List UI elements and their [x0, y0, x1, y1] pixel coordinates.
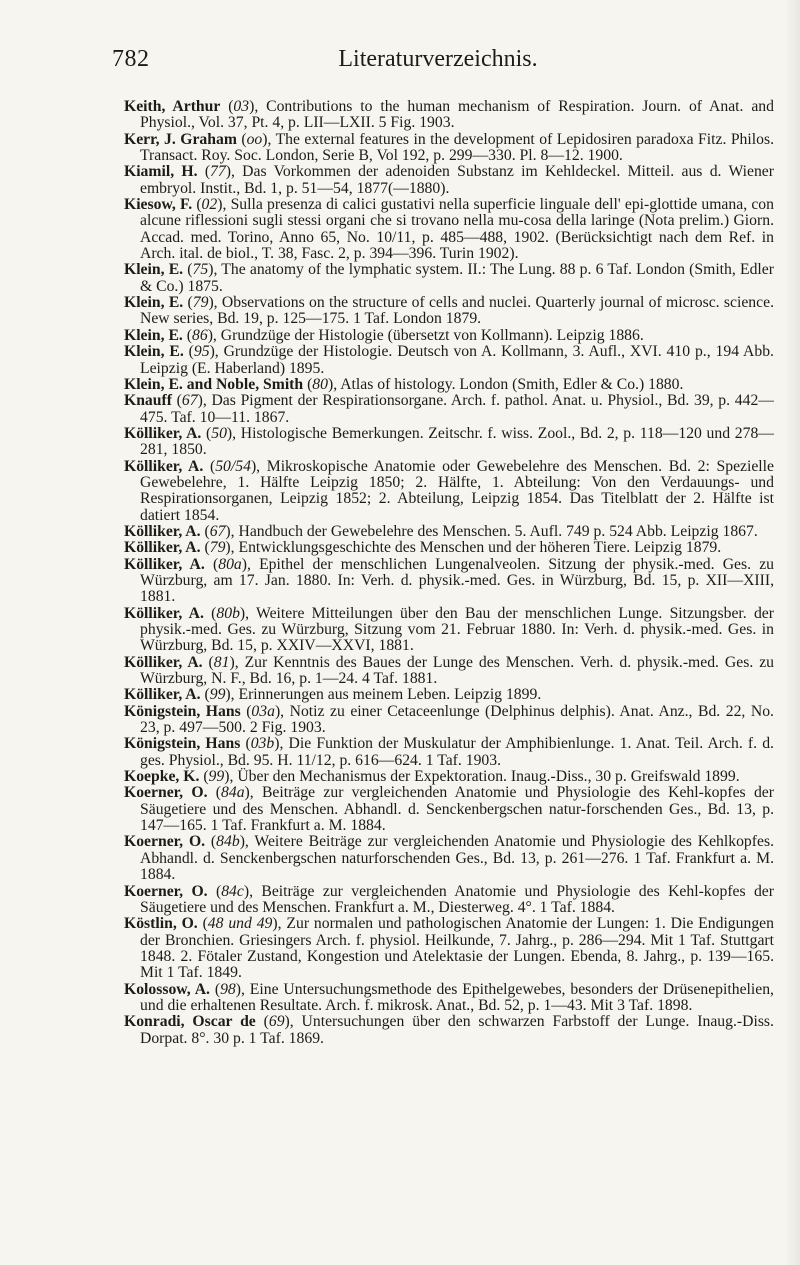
entry-reference-code: 98	[220, 980, 236, 998]
entry-reference-code: 50	[211, 424, 227, 442]
bibliography-entry: Kolossow, A. (98), Eine Untersuchungsmethode des Epithelgewebes, besonders der Drüsenepithelien, und die erhaltenen Resultate. Arch. f. mikrosk. Anat., Bd. 52, p. 1—43. Mit 3 Taf. 1898.	[124, 980, 774, 1014]
entry-author: Kölliker, A.	[124, 424, 202, 442]
entry-reference-code: 99	[208, 768, 225, 786]
entry-author: Kölliker, A.	[124, 604, 204, 622]
entry-author: Klein, E.	[124, 326, 183, 344]
entry-reference-code: 84c	[221, 882, 244, 900]
entry-author: Kiesow, F.	[124, 196, 193, 214]
entry-reference-code: 86	[192, 326, 208, 344]
bibliography-entry: Kölliker, A. (50/54), Mikroskopische Anatomie oder Gewebelehre des Menschen. Bd. 2: Spezielle Gewebelehre, 1. Hälfte Leipzig 1850; 2. Hälfte, 1. Abteilung: Von den Verdauungs- und Respirationsorganen, Leipzig 1852; 2. Abteilung, Leipzig 1854. Das Titelblatt der 2. Hälfte ist datiert 1854.	[124, 457, 774, 524]
entry-author: Kölliker, A.	[124, 457, 204, 475]
entry-text: Mikroskopische Anatomie oder Gewebelehre des Menschen. Bd. 2: Spezielle Gewebelehre, 1. Hälfte Leipzig 1850; 2. Hälfte, 1. Abteilung: Von den Verdauungs- und Respirationsorganen, Leipzig 1852; 2. Abteilung, Leipzig 1854. Das Titelblatt der 2. Hälfte ist datiert 1854.	[140, 457, 774, 524]
entry-reference-code: 02	[201, 196, 218, 214]
entry-author: Klein, E.	[124, 294, 184, 312]
entry-text: Erinnerungen aus meinem Leben. Leipzig 1899.	[238, 686, 542, 704]
entry-author: Kölliker, A.	[124, 522, 201, 540]
entry-text: Zur Kenntnis des Baues der Lunge des Menschen. Verh. d. physik.-med. Ges. zu Würzburg, N. F., Bd. 16, p. 1—24. 4 Taf. 1881.	[140, 653, 775, 688]
entry-author: Königstein, Hans	[124, 735, 241, 753]
entry-author: Knauff	[124, 392, 172, 410]
bibliography-entry: Königstein, Hans (03b), Die Funktion der Muskulatur der Amphibienlunge. 1. Anat. Teil. Arch. f. d. ges. Physiol., Bd. 95. H. 11/12, p. 616—624. 1 Taf. 1903.	[124, 735, 774, 769]
bibliography-entry: Kölliker, A. (81), Zur Kenntnis des Baues der Lunge des Menschen. Verh. d. physik.-med. Ges. zu Würzburg, N. F., Bd. 16, p. 1—24. 4 Taf. 1881.	[124, 653, 775, 688]
bibliography-entry: Klein, E. (75), The anatomy of the lymphatic system. II.: The Lung. 88 p. 6 Taf. London (Smith, Edler & Co.) 1875.	[124, 261, 774, 295]
entry-text: Notiz zu einer Cetaceenlunge (Delphinus delphis). Anat. Anz., Bd. 22, No. 23, p. 497—500. 2 Fig. 1903.	[140, 702, 774, 737]
entry-author: Koerner, O.	[124, 882, 208, 900]
entry-text: Sulla presenza di calici gustativi nella superficie linguale dell' epi-glottide umana, con alcune riflessioni sugli stessi organi che si trovano nella mu-cosa della laringe (Nota prelim.) Giorn. Accad. med. Torino, Anno 65, No. 10/11, p. 485—488, 1902. (Berücksichtigt nach dem Ref. in Arch. ital. de biol., T. 38, Fasc. 2, p. 394—396. Turin 1902).	[140, 196, 774, 263]
bibliography-entry: Koepke, K. (99), Über den Mechanismus der Expektoration. Inaug.-Diss., 30 p. Greifswald 1899.	[124, 768, 740, 786]
entry-reference-code: 67	[209, 522, 226, 540]
entry-text: Das Vorkommen der adenoiden Substanz im Kehldeckel. Mitteil. aus d. Wiener embryol. Instit., Bd. 1, p. 51—54, 1877(—1880).	[140, 163, 774, 197]
entry-author: Klein, E. and Noble, Smith	[124, 375, 304, 393]
entry-text: Die Funktion der Muskulatur der Amphibienlunge. 1. Anat. Teil. Arch. f. d. ges. Physiol., Bd. 95. H. 11/12, p. 616—624. 1 Taf. 1903.	[140, 735, 774, 769]
entry-text: Eine Untersuchungsmethode des Epithelgewebes, besonders der Drüsenepithelien, und die erhaltenen Resultate. Arch. f. mikrosk. Anat., Bd. 52, p. 1—43. Mit 3 Taf. 1898.	[140, 980, 774, 1014]
bibliography-entry: Klein, E. (95), Grundzüge der Histologie. Deutsch von A. Kollmann, 3. Aufl., XVI. 410 p., 194 Abb. Leipzig (E. Haberland) 1895.	[124, 343, 774, 377]
entry-text: Das Pigment der Respirationsorgane. Arch. f. pathol. Anat. u. Physiol., Bd. 39, p. 442—475. Taf. 10—11. 1867.	[140, 392, 774, 426]
bibliography-entry: Kölliker, A. (50), Histologische Bemerkungen. Zeitschr. f. wiss. Zool., Bd. 2, p. 118—120 und 278—281, 1850.	[124, 424, 774, 459]
entry-author: Klein, E.	[124, 261, 184, 279]
entry-author: Kolossow, A.	[124, 980, 210, 998]
page-header	[112, 46, 764, 80]
entry-text: Handbuch der Gewebelehre des Menschen. 5. Aufl. 749 p. 524 Abb. Leipzig 1867.	[238, 522, 758, 540]
bibliography-entry: Klein, E. (86), Grundzüge der Histologie (übersetzt von Kollmann). Leipzig 1886.	[124, 326, 644, 344]
entry-reference-code: 50/54	[215, 457, 251, 475]
entry-text: Atlas of histology. London (Smith, Edler & Co.) 1880.	[340, 375, 684, 393]
entry-reference-code: 79	[192, 294, 209, 312]
bibliography-entry: Kölliker, A. (80a), Epithel der menschlichen Lungenalveolen. Sitzung der physik.-med. Ges. zu Würzburg, am 17. Jan. 1880. In: Verh. d. physik.-med. Ges. in Würzburg, Bd. 15, p. XII—XIII, 1881.	[124, 555, 775, 606]
entry-author: Konradi, Oscar de	[124, 1013, 256, 1031]
bibliography-entry: Kiamil, H. (77), Das Vorkommen der adenoiden Substanz im Kehldeckel. Mitteil. aus d. Wiener embryol. Instit., Bd. 1, p. 51—54, 1877(—1880).	[124, 163, 774, 197]
bibliography-entry: Kölliker, A. (79), Entwicklungsgeschichte des Menschen und der höheren Tiere. Leipzig 1879.	[124, 539, 722, 557]
entry-reference-code: oo	[246, 130, 263, 148]
entry-author: Klein, E.	[124, 343, 184, 361]
entry-text: Histologische Bemerkungen. Zeitschr. f. wiss. Zool., Bd. 2, p. 118—120 und 278—281, 1850.	[140, 424, 774, 459]
entry-text: Epithel der menschlichen Lungenalveolen. Sitzung der physik.-med. Ges. zu Würzburg, am 17. Jan. 1880. In: Verh. d. physik.-med. Ges. in Würzburg, Bd. 15, p. XII—XIII, 1881.	[140, 555, 775, 606]
bibliography-entry: Kölliker, A. (99), Erinnerungen aus meinem Leben. Leipzig 1899.	[124, 686, 542, 704]
page-number: 782	[112, 46, 150, 72]
entry-reference-code: 69	[268, 1013, 285, 1031]
entry-text: Zur normalen und pathologischen Anatomie der Lungen: 1. Die Endigungen der Bronchien. Griesingers Arch. f. physiol. Heilkunde, 7. Jahrg., p. 286—294. Mit 1 Taf. Stuttgart 1848. 2. Fötaler Zustand, Kongestion und Atelektasie der Lungen. Ebenda, 8. Jahrg., p. 139—165. Mit 1 Taf. 1849.	[140, 915, 774, 982]
running-title: Literaturverzeichnis.	[338, 46, 538, 72]
entry-author: Kiamil, H.	[124, 163, 198, 181]
entry-author: Kölliker, A.	[124, 686, 201, 704]
bibliography-entry: Kölliker, A. (67), Handbuch der Gewebelehre des Menschen. 5. Aufl. 749 p. 524 Abb. Leipzig 1867.	[124, 522, 758, 540]
bibliography-entry: Köstlin, O. (48 und 49), Zur normalen und pathologischen Anatomie der Lungen: 1. Die Endigungen der Bronchien. Griesingers Arch. f. physiol. Heilkunde, 7. Jahrg., p. 286—294. Mit 1 Taf. Stuttgart 1848. 2. Fötaler Zustand, Kongestion und Atelektasie der Lungen. Ebenda, 8. Jahrg., p. 139—165. Mit 1 Taf. 1849.	[124, 915, 774, 982]
entry-author: Keith, Arthur	[124, 98, 221, 115]
entry-author: Kölliker, A.	[124, 653, 203, 671]
entry-author: Koerner, O.	[124, 784, 208, 802]
entry-reference-code: 95	[193, 343, 210, 361]
entry-text: Weitere Mitteilungen über den Bau der menschlichen Lunge. Sitzungsber. der physik.-med. Ges. zu Würzburg, Sitzung vom 21. Februar 1880. In: Verh. d. physik.-med. Ges. in Würzburg, Bd. 15, p. XXIV—XXVI, 1881.	[140, 604, 774, 655]
bibliography-entry: Konradi, Oscar de (69), Untersuchungen über den schwarzen Farbstoff der Lunge. Inaug.-Diss. Dorpat. 8°. 30 p. 1 Taf. 1869.	[124, 1013, 774, 1047]
entry-author: Kerr, J. Graham	[124, 130, 237, 148]
entry-text: Grundzüge der Histologie (übersetzt von Kollmann). Leipzig 1886.	[220, 326, 644, 344]
bibliography-entry: Koerner, O. (84a), Beiträge zur vergleichenden Anatomie und Physiologie des Kehl-kopfes der Säugetiere und des Menschen. Abhandl. d. Senckenbergschen natur-forschenden Ges., Bd. 13, p. 147—165. 1 Taf. Frankfurt a. M. 1884.	[124, 784, 774, 835]
entry-text: The external features in the development of Lepidosiren paradoxa Fitz. Philos. Transact. Roy. Soc. London, Serie B, Vol 192, p. 299—330. Pl. 8—12. 1900.	[140, 130, 774, 165]
entry-reference-code: 67	[181, 392, 198, 410]
bibliography-entry: Koerner, O. (84c), Beiträge zur vergleichenden Anatomie und Physiologie des Kehl-kopfes der Säugetiere und des Menschen. Frankfurt a. M., Diesterweg. 4°. 1 Taf. 1884.	[124, 882, 774, 916]
entry-author: Koerner, O.	[124, 833, 206, 851]
bibliography-entry: Klein, E. and Noble, Smith (80), Atlas of histology. London (Smith, Edler & Co.) 1880.	[124, 375, 684, 393]
entry-author: Königstein, Hans	[124, 702, 241, 720]
entry-reference-code: 79	[209, 539, 226, 557]
entry-reference-code: 03	[233, 98, 250, 115]
bibliography-entry: Klein, E. (79), Observations on the structure of cells and nuclei. Quarterly journal of microsc. science. New series, Bd. 19, p. 125—175. 1 Taf. London 1879.	[124, 294, 774, 328]
entry-reference-code: 03a	[251, 702, 275, 720]
entry-reference-code: 77	[210, 163, 226, 181]
entry-author: Koepke, K.	[124, 768, 200, 786]
entry-text: Beiträge zur vergleichenden Anatomie und Physiologie des Kehl-kopfes der Säugetiere und des Menschen. Frankfurt a. M., Diesterweg. 4°. 1 Taf. 1884.	[140, 882, 774, 916]
entry-reference-code: 84b	[216, 833, 240, 851]
bibliography-entry: Königstein, Hans (03a), Notiz zu einer Cetaceenlunge (Delphinus delphis). Anat. Anz., Bd. 22, No. 23, p. 497—500. 2 Fig. 1903.	[124, 702, 774, 737]
entry-author: Köstlin, O.	[124, 915, 198, 933]
bibliography-entry: Keith, Arthur (03), Contributions to the human mechanism of Respiration. Journ. of Anat. and Physiol., Vol. 37, Pt. 4, p. LII—LXII. 5 Fig. 1903.	[124, 98, 774, 132]
entry-text: Contributions to the human mechanism of Respiration. Journ. of Anat. and Physiol., Vol. 37, Pt. 4, p. LII—LXII. 5 Fig. 1903.	[140, 98, 774, 132]
entry-text: Untersuchungen über den schwarzen Farbstoff der Lunge. Inaug.-Diss. Dorpat. 8°. 30 p. 1 Taf. 1869.	[140, 1013, 774, 1047]
entry-reference-code: 99	[209, 686, 226, 704]
entry-text: Entwicklungsgeschichte des Menschen und der höheren Tiere. Leipzig 1879.	[238, 539, 722, 557]
entry-text: Weitere Beiträge zur vergleichenden Anatomie und Physiologie des Kehlkopfes. Abhandl. d. Senckenbergschen naturforschenden Ges., Bd. 13, p. 261—276. 1 Taf. Frankfurt a. M. 1884.	[140, 833, 774, 884]
bibliography-entry: Kölliker, A. (80b), Weitere Mitteilungen über den Bau der menschlichen Lunge. Sitzungsber. der physik.-med. Ges. zu Würzburg, Sitzung vom 21. Februar 1880. In: Verh. d. physik.-med. Ges. in Würzburg, Bd. 15, p. XXIV—XXVI, 1881.	[124, 604, 774, 655]
entry-text: Observations on the structure of cells and nuclei. Quarterly journal of microsc. science. New series, Bd. 19, p. 125—175. 1 Taf. London 1879.	[140, 294, 774, 328]
bibliography-entry: Kiesow, F. (02), Sulla presenza di calici gustativi nella superficie linguale dell' epi-glottide umana, con alcune riflessioni sugli stessi organi che si trovano nella mu-cosa della laringe (Nota prelim.) Giorn. Accad. med. Torino, Anno 65, No. 10/11, p. 485—488, 1902. (Berücksichtigt nach dem Ref. in Arch. ital. de biol., T. 38, Fasc. 2, p. 394—396. Turin 1902).	[124, 196, 774, 263]
page-edge-shadow	[784, 0, 800, 1265]
entry-text: Über den Mechanismus der Expektoration. Inaug.-Diss., 30 p. Greifswald 1899.	[237, 768, 740, 786]
bibliography-entry: Knauff (67), Das Pigment der Respirationsorgane. Arch. f. pathol. Anat. u. Physiol., Bd. 39, p. 442—475. Taf. 10—11. 1867.	[124, 392, 774, 426]
entry-text: The anatomy of the lymphatic system. II.: The Lung. 88 p. 6 Taf. London (Smith, Edler & Co.) 1875.	[140, 261, 774, 295]
entry-reference-code: 80a	[218, 555, 242, 573]
entry-reference-code: 80b	[216, 604, 240, 622]
entry-text: Beiträge zur vergleichenden Anatomie und Physiologie des Kehl-kopfes der Säugetiere und des Menschen. Abhandl. d. Senckenbergschen natur-forschenden Ges., Bd. 13, p. 147—165. 1 Taf. Frankfurt a. M. 1884.	[140, 784, 774, 835]
bibliography-entry: Kerr, J. Graham (oo), The external features in the development of Lepidosiren paradoxa Fitz. Philos. Transact. Roy. Soc. London, Serie B, Vol 192, p. 299—330. Pl. 8—12. 1900.	[124, 130, 774, 165]
bibliography-list	[124, 99, 774, 1047]
entry-reference-code: 48 und 49	[207, 915, 273, 933]
entry-reference-code: 84a	[221, 784, 245, 802]
entry-author: Kölliker, A.	[124, 539, 201, 557]
entry-reference-code: 75	[192, 261, 209, 279]
entry-reference-code: 80	[312, 375, 328, 393]
bibliography-entry: Koerner, O. (84b), Weitere Beiträge zur vergleichenden Anatomie und Physiologie des Kehlkopfes. Abhandl. d. Senckenbergschen naturforschenden Ges., Bd. 13, p. 261—276. 1 Taf. Frankfurt a. M. 1884.	[124, 833, 774, 884]
entry-reference-code: 03b	[250, 735, 275, 753]
entry-text: Grundzüge der Histologie. Deutsch von A. Kollmann, 3. Aufl., XVI. 410 p., 194 Abb. Leipzig (E. Haberland) 1895.	[140, 343, 774, 377]
entry-author: Kölliker, A.	[124, 555, 205, 573]
entry-reference-code: 81	[213, 653, 230, 671]
